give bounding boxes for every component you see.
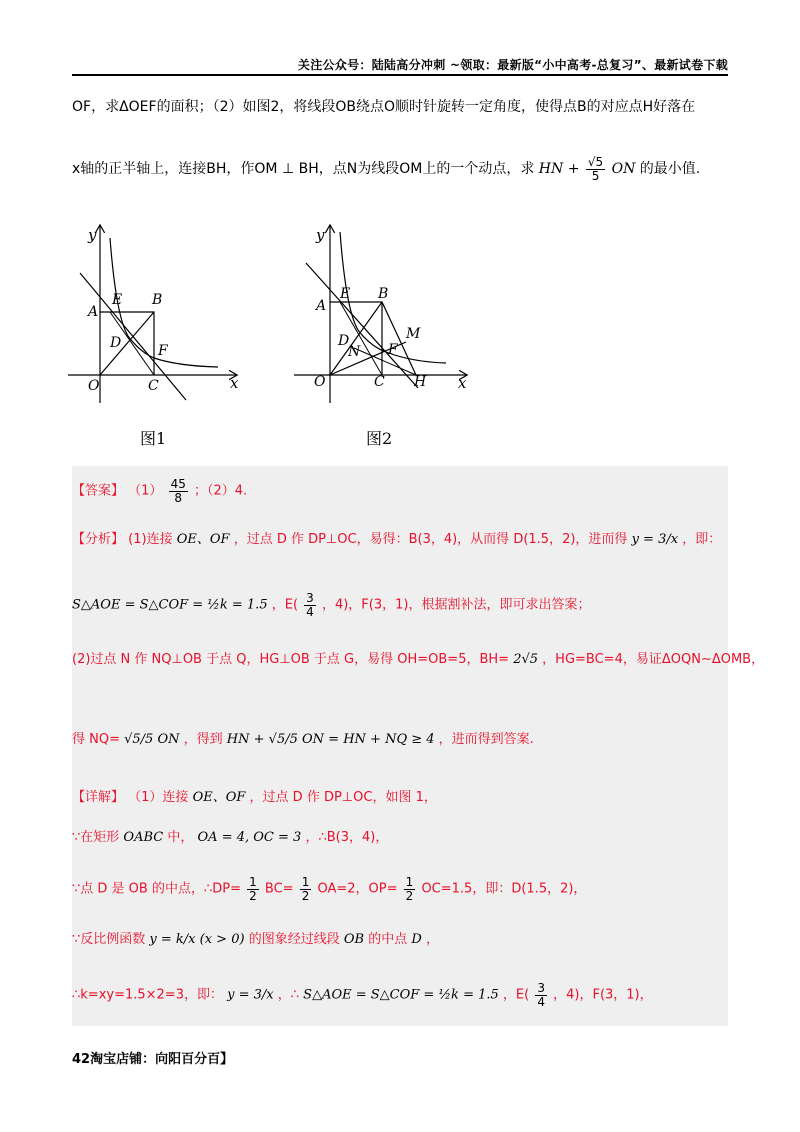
detail-text-c: ∵在矩形 — [72, 830, 120, 845]
frac-sqrt5-over-5 — [586, 156, 605, 182]
frac-num: 1 — [301, 875, 310, 889]
frac-den: 8 — [174, 490, 183, 505]
detail-text-k: 的图象经过线段 — [248, 932, 340, 947]
expr-on: ON — [611, 161, 636, 178]
page-header — [72, 56, 728, 74]
analysis-text-f: ，HG=BC=4，易证ΔOQN∼ΔOMB， — [542, 652, 765, 667]
fig2-label-a: A — [316, 298, 327, 314]
detail-math-oe-of: OE、OF — [192, 790, 246, 805]
analysis-text-d: ，4)，F(3，1)，根据割补法，即可求出答案； — [321, 597, 591, 613]
analysis-tag: 【分析】 — [72, 532, 125, 547]
analysis-math-inequality: HN + √5/5 ON = HN + NQ ≥ 4 — [226, 732, 435, 747]
detail-text-h: OA=2，OP= — [317, 881, 398, 897]
answer-line — [72, 478, 247, 504]
fig2-label-n: N — [348, 344, 361, 360]
fig1-label-o: O — [88, 378, 100, 394]
fig1-label-b: B — [152, 292, 163, 308]
fig2-label-o: O — [314, 374, 326, 390]
frac-den: 2 — [301, 888, 310, 903]
analysis-math-nq: √5/5 ON — [124, 732, 180, 747]
figure-1-caption: 图1 — [140, 429, 167, 448]
detail-text-g: BC= — [264, 881, 294, 897]
detail-math-oabc: OABC — [123, 830, 164, 845]
fig2-label-e: E — [340, 286, 351, 302]
detail-line-1 — [72, 786, 437, 805]
analysis-text-a: (1)连接 — [128, 532, 173, 547]
detail-math-y: y = 3/x — [227, 987, 274, 1003]
fig2-label-h: H — [414, 374, 427, 390]
figure-2-caption: 图2 — [366, 429, 393, 448]
analysis-e-open: ，E( — [271, 597, 299, 613]
frac-half — [404, 876, 416, 902]
answer-tag: 【答案】 — [72, 483, 125, 499]
detail-text-d: 中， — [167, 830, 194, 845]
fig1-label-e: E — [112, 292, 123, 308]
fig1-label-f: F — [158, 343, 168, 359]
fig2-label-x: x — [458, 374, 467, 392]
frac-num: 3 — [537, 981, 545, 995]
frac-num: 1 — [249, 875, 257, 889]
figure-2 — [290, 218, 480, 408]
detail-math-area: S△AOE = S△COF = ½k = 1.5 — [303, 987, 499, 1003]
detail-text-e: ，∴B(3，4)， — [305, 830, 389, 845]
fig2-label-m: M — [406, 326, 421, 342]
fig2-label-y: y — [316, 226, 325, 244]
analysis-line-3 — [72, 648, 764, 667]
detail-text-q: ，4)，F(3，1)， — [553, 987, 653, 1003]
detail-math-function: y = k/x (x > 0) — [149, 932, 245, 947]
analysis-math-area: S△AOE = S△COF = ½k = 1.5 — [72, 597, 268, 613]
detail-text-b: ，过点 D 作 DP⊥OC，如图 1， — [249, 790, 437, 805]
analysis-text-h: ，得到 — [183, 732, 223, 747]
frac-num: 1 — [405, 875, 414, 889]
frac-3-over-4 — [304, 592, 316, 618]
detail-math-ob: OB — [343, 932, 365, 947]
frac-den: 4 — [537, 994, 545, 1009]
detail-text-l: 的中点 — [368, 932, 408, 947]
detail-line-4 — [72, 928, 439, 947]
frac-half — [300, 876, 312, 902]
frac-den: 2 — [249, 888, 257, 903]
diagonal-ob — [100, 312, 154, 375]
fig1-label-c: C — [148, 378, 159, 394]
detail-text-j: ∵反比例函数 — [72, 932, 146, 947]
detail-math-d: D — [411, 932, 422, 947]
expr-hn: HN + — [538, 161, 580, 178]
fig1-label-a: A — [88, 304, 99, 320]
frac-den: 5 — [591, 168, 600, 183]
fig1-label-x: x — [230, 374, 239, 392]
question-line-2 — [72, 156, 700, 182]
header-text: 关注公众号：陆陆高分冲刺 ~领取：最新版“小中高考-总复习”、最新试卷下载 — [297, 58, 728, 72]
detail-text-n: ∴k=xy=1.5×2=3，即： — [72, 987, 223, 1003]
analysis-line-2 — [72, 592, 590, 618]
analysis-text-c: ，即： — [682, 532, 722, 547]
question-line-2-text: x轴的正半轴上，连接BH，作OM ⊥ BH，点N为线段OM上的一个动点，求 — [72, 161, 535, 178]
frac-num: 45 — [170, 477, 186, 491]
detail-tag: 【详解】 — [72, 790, 125, 805]
frac-half — [247, 876, 259, 902]
fig1-label-y: y — [88, 226, 97, 244]
detail-text-a: （1）连接 — [128, 790, 189, 805]
fig1-label-d: D — [110, 335, 122, 351]
analysis-math-2sqrt5: 2√5 — [513, 652, 539, 667]
analysis-text-i: ，进而得到答案. — [438, 732, 534, 747]
header-divider — [72, 74, 728, 76]
fig2-label-b: B — [378, 286, 389, 302]
line-ef — [306, 263, 418, 388]
frac-num: √5 — [587, 155, 604, 169]
figure-1 — [68, 218, 258, 408]
frac-den: 2 — [405, 888, 414, 903]
fig2-label-d: D — [338, 333, 350, 349]
question-line-2-end: 的最小值. — [639, 161, 701, 178]
question-line-1: OF，求ΔOEF的面积；（2）如图2，将线段OB绕点O顺时针旋转一定角度，使得点B的对应点H好落在 — [72, 99, 696, 115]
detail-line-5 — [72, 982, 653, 1008]
fig2-label-f: F — [388, 342, 398, 358]
frac-num: 3 — [306, 591, 314, 605]
answer-part1: （1） — [128, 483, 163, 499]
detail-line-2 — [72, 826, 388, 845]
analysis-line-1 — [72, 528, 721, 547]
detail-text-i: OC=1.5，即：D(1.5，2)， — [421, 881, 587, 897]
analysis-text-b: ，过点 D 作 DP⊥OC，易得：B(3，4)，从而得 D(1.5，2)，进而得 — [233, 532, 628, 547]
detail-text-f: ∵点 D 是 OB 的中点，∴DP= — [72, 881, 241, 897]
detail-text-o: ，∴ — [277, 987, 300, 1003]
frac-den: 4 — [306, 604, 314, 619]
detail-text-m: ， — [425, 932, 439, 947]
detail-math-oa-oc: OA = 4, OC = 3 — [197, 830, 302, 845]
analysis-text-g: 得 NQ= — [72, 732, 120, 747]
fig2-label-c: C — [374, 374, 385, 390]
detail-line-3 — [72, 876, 586, 902]
analysis-math-y: y = 3/x — [631, 532, 679, 547]
analysis-math-oe-of: OE、OF — [176, 532, 230, 547]
detail-text-p: ，E( — [502, 987, 530, 1003]
analysis-line-4 — [72, 728, 534, 747]
frac-45-over-8 — [169, 478, 188, 504]
frac-3-over-4 — [535, 982, 547, 1008]
answer-part2: ；（2）4. — [194, 483, 248, 499]
analysis-text-e: (2)过点 N 作 NQ⊥OB 于点 Q，HG⊥OB 于点 G，易得 OH=OB=5，BH= — [72, 652, 510, 667]
page-footer: 42淘宝店铺：向阳百分百】 — [72, 1052, 234, 1067]
